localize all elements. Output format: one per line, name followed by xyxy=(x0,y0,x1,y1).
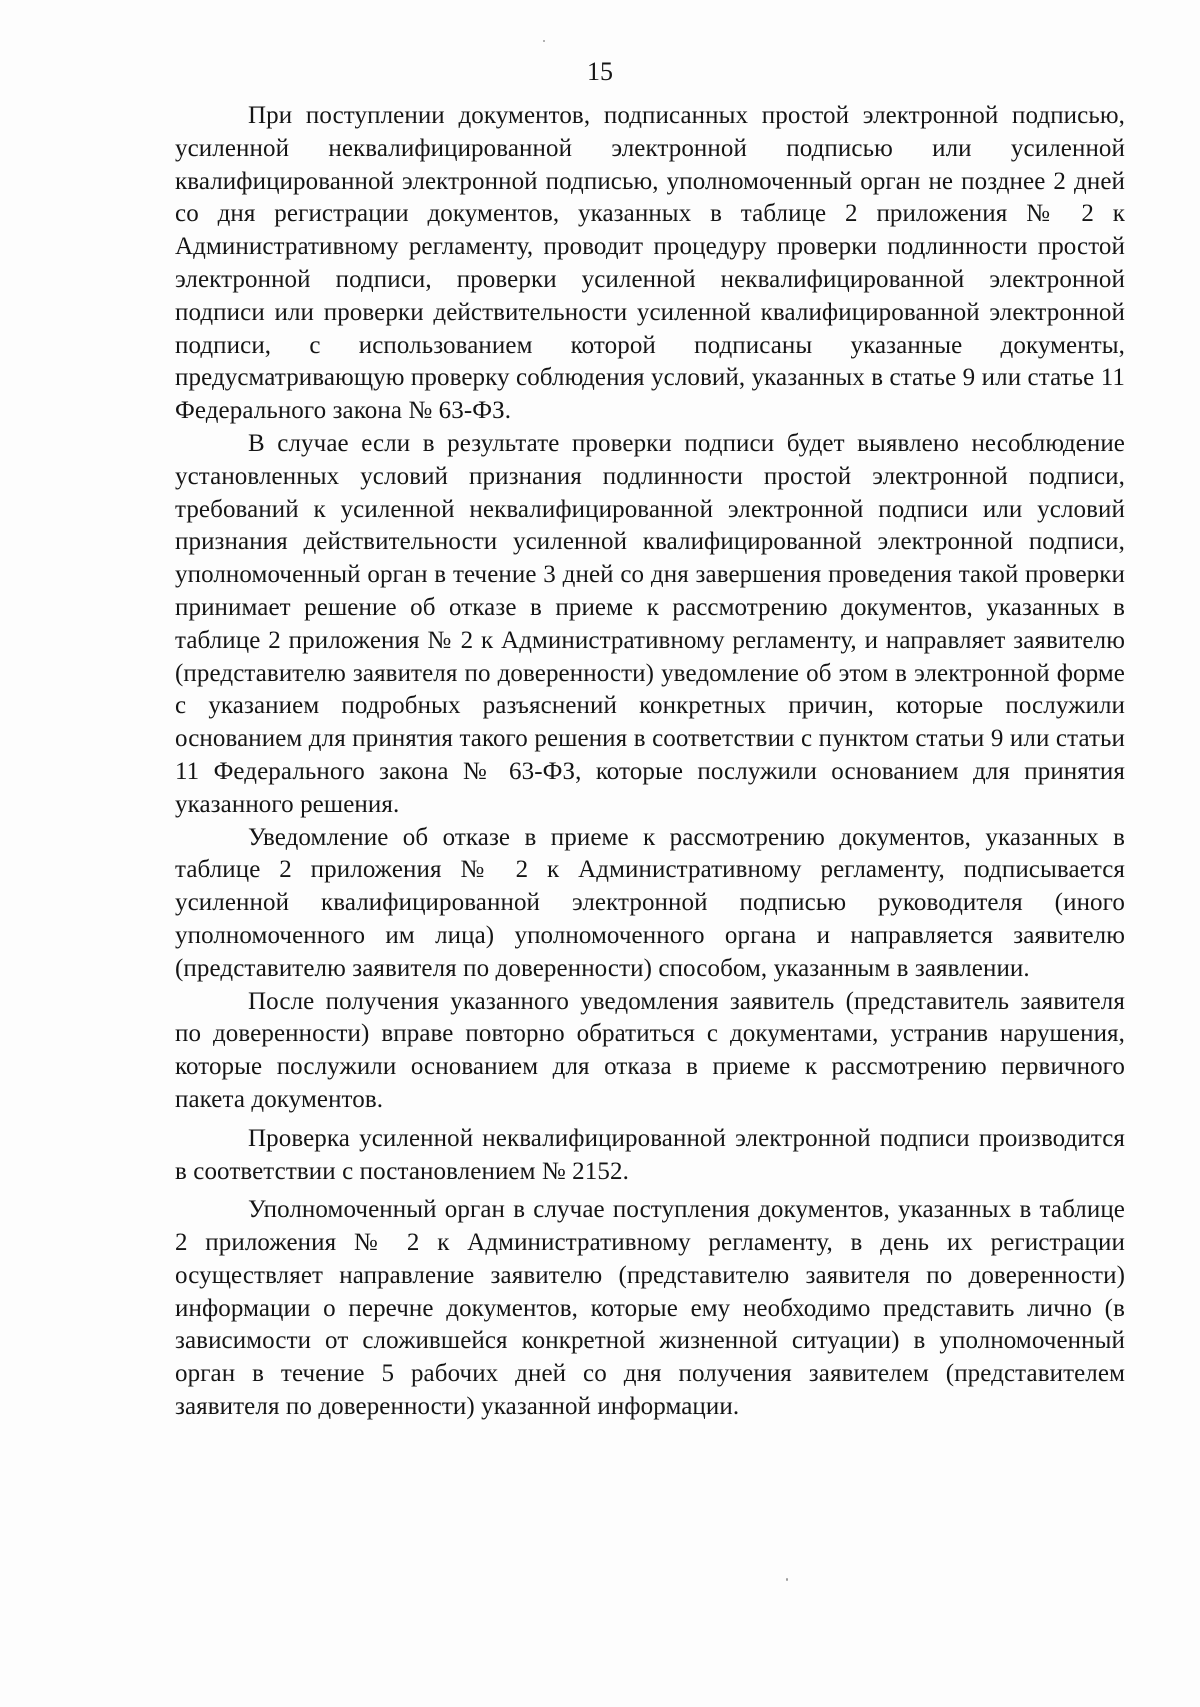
scan-speck xyxy=(543,40,545,42)
paragraph: В случае если в результате проверки подписи будет выявлено несоблюдение установленных условий признания подлинности простой электронной подписи, требований к усиленной неквалифицированной электронной подписи или условий признания действительности усиленной квалифицированной электронной подписи, уполномоченный орган в течение 3 дней со дня завершения проведения такой проверки принимает решение об отказе в приеме к рассмотрению документов, указанных в таблице 2 приложения № 2 к Административному регламенту, и направляет заявителю (представителю заявителя по доверенности) уведомление об этом в электронной форме с указанием подробных разъяснений конкретных причин, которые послужили основанием для принятия такого решения в соответствии с пунктом статьи 9 или статьи 11 Федерального закона № 63-ФЗ, которые послужили основанием для принятия указанного решения. xyxy=(175,429,1125,818)
page-number: 15 xyxy=(587,57,613,86)
paragraph: При поступлении документов, подписанных простой электронной подписью, усиленной неквалифицированной электронной подписью или усиленной квалифицированной электронной подписью, уполномоченный орган не позднее 2 дней со дня регистрации документов, указанных в таблице 2 приложения № 2 к Административному регламенту, проводит процедуру проверки подлинности простой электронной подписи, проверки усиленной неквалифицированной электронной подписи или проверки действительности усиленной квалифицированной электронной подписи, с использованием которой подписаны указанные документы, предусматривающую проверку соблюдения условий, указанных в статье 9 или статье 11 Федерального закона № 63-ФЗ. xyxy=(175,102,1125,425)
paragraph: Уведомление об отказе в приеме к рассмотрению документов, указанных в таблице 2 приложения № 2 к Административному регламенту, подписывается усиленной квалифицированной электронной подписью руководителя (иного уполномоченного им лица) уполномоченного органа и направляется заявителю (представителю заявителя по доверенности) способом, указанным в заявлении. xyxy=(175,823,1125,982)
paragraph: После получения указанного уведомления заявитель (представитель заявителя по доверенности) вправе повторно обратиться с документами, устранив нарушения, которые послужили основанием для отказа в приеме к рассмотрению первичного пакета документов. xyxy=(175,987,1125,1113)
body-text xyxy=(175,100,1125,1424)
paragraph: Уполномоченный орган в случае поступления документов, указанных в таблице 2 приложения № 2 к Административному регламенту, в день их регистрации осуществляет направление заявителю (представителю заявителя по доверенности) информации о перечне документов, которые ему необходимо представить лично (в зависимости от сложившейся конкретной жизненной ситуации) в уполномоченный орган в течение 5 рабочих дней со дня получения заявителем (представителем заявителя по доверенности) указанной информации. xyxy=(175,1196,1125,1421)
scan-speck xyxy=(786,1578,788,1581)
paragraph: Проверка усиленной неквалифицированной электронной подписи производится в соответствии с постановлением № 2152. xyxy=(175,1124,1125,1185)
